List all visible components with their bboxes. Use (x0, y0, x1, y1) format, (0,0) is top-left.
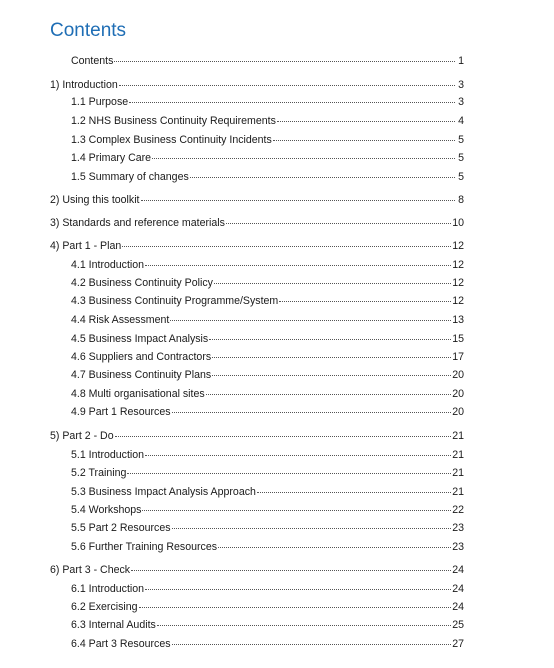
toc-entry-page-number: 20 (452, 406, 464, 418)
toc-entry-label: 5.1 Introduction (71, 449, 145, 461)
toc-entry[interactable] (71, 133, 464, 147)
toc-entry-label: 6.4 Part 3 Resources (71, 638, 171, 650)
toc-entry-label: 6.2 Exercising (71, 601, 138, 613)
toc-entry-label: 1.3 Complex Business Continuity Incidents (71, 134, 272, 146)
toc-entry-page-number: 22 (452, 504, 464, 516)
toc-entry[interactable] (71, 503, 464, 517)
toc-entry-page-number: 21 (452, 486, 464, 498)
toc-entry-page-number: 12 (452, 295, 464, 307)
dot-leader (212, 375, 451, 376)
toc-entry-page-number: 23 (452, 522, 464, 534)
toc-entry[interactable] (50, 429, 464, 443)
toc-entry-page-number: 12 (452, 240, 464, 252)
toc-entry[interactable] (71, 485, 464, 499)
toc-entry-page-number: 21 (452, 430, 464, 442)
toc-entry-label: 5.6 Further Training Resources (71, 541, 218, 553)
toc-entry-page-number: 12 (452, 259, 464, 271)
dot-leader (170, 320, 451, 321)
dot-leader (212, 357, 451, 358)
dot-leader (209, 339, 451, 340)
toc-entry[interactable] (71, 151, 464, 165)
toc-entry-page-number: 3 (458, 79, 464, 91)
toc-entry[interactable] (71, 521, 464, 535)
toc-entry-label: 1.2 NHS Business Continuity Requirements (71, 115, 276, 127)
toc-entry-page-number: 13 (452, 314, 464, 326)
dot-leader (172, 528, 452, 529)
dot-leader (145, 265, 451, 266)
toc-entry-page-number: 5 (458, 134, 464, 146)
toc-entry[interactable] (71, 540, 464, 554)
toc-entry-label: 5.2 Training (71, 467, 127, 479)
toc-entry-label: Contents (71, 55, 114, 67)
dot-leader (145, 589, 451, 590)
toc-entry[interactable] (71, 114, 464, 128)
dot-leader (139, 607, 452, 608)
dot-leader (145, 455, 451, 456)
toc-entry-label: 1.5 Summary of changes (71, 171, 189, 183)
toc-entry[interactable] (71, 600, 464, 614)
dot-leader (141, 200, 456, 201)
dot-leader (226, 223, 451, 224)
toc-entry-page-number: 8 (458, 194, 464, 206)
toc-entry-label: 4.7 Business Continuity Plans (71, 369, 212, 381)
toc-entry-label: 4) Part 1 - Plan (50, 240, 122, 252)
dot-leader (279, 301, 451, 302)
toc-entry-label: 4.6 Suppliers and Contractors (71, 351, 212, 363)
dot-leader (157, 625, 451, 626)
dot-leader (172, 412, 452, 413)
toc-entry[interactable] (50, 216, 464, 230)
dot-leader (142, 510, 451, 511)
toc-entry[interactable] (71, 54, 464, 68)
dot-leader (152, 158, 455, 159)
toc-entry[interactable] (50, 563, 464, 577)
toc-entry-page-number: 4 (458, 115, 464, 127)
toc-entry-page-number: 5 (458, 152, 464, 164)
toc-entry-label: 6) Part 3 - Check (50, 564, 131, 576)
toc-entry-page-number: 12 (452, 277, 464, 289)
dot-leader (214, 283, 451, 284)
toc-entry[interactable] (71, 95, 464, 109)
dot-leader (273, 140, 455, 141)
toc-entry[interactable] (71, 582, 464, 596)
dot-leader (131, 570, 451, 571)
toc-entry-label: 6.3 Internal Audits (71, 619, 156, 631)
toc-entry-label: 4.4 Risk Assessment (71, 314, 170, 326)
toc-entry-label: 5.5 Part 2 Resources (71, 522, 171, 534)
toc-entry[interactable] (71, 294, 464, 308)
dot-leader (190, 177, 455, 178)
toc-entry-page-number: 25 (452, 619, 464, 631)
toc-entry-label: 1.1 Purpose (71, 96, 129, 108)
toc-entry-label: 4.5 Business Impact Analysis (71, 333, 209, 345)
toc-entry-label: 1.4 Primary Care (71, 152, 152, 164)
toc-entry-label: 4.2 Business Continuity Policy (71, 277, 213, 289)
toc-entry[interactable] (50, 193, 464, 207)
toc-entry-label: 4.1 Introduction (71, 259, 145, 271)
dot-leader (218, 547, 451, 548)
toc-entry-label: 5) Part 2 - Do (50, 430, 114, 442)
toc-entry-label: 4.9 Part 1 Resources (71, 406, 171, 418)
toc-entry-label: 5.4 Workshops (71, 504, 142, 516)
toc-entry-label: 2) Using this toolkit (50, 194, 140, 206)
toc-entry-label: 6.1 Introduction (71, 583, 145, 595)
toc-entry-page-number: 27 (452, 638, 464, 650)
toc-entry-page-number: 23 (452, 541, 464, 553)
dot-leader (172, 644, 452, 645)
dot-leader (122, 246, 451, 247)
toc-entry[interactable] (71, 405, 464, 419)
toc-entry-label: 1) Introduction (50, 79, 118, 91)
dot-leader (277, 121, 455, 122)
toc-entry[interactable] (71, 637, 464, 651)
dot-leader (206, 394, 452, 395)
toc-entry[interactable] (71, 466, 464, 480)
dot-leader (114, 61, 455, 62)
toc-entry-label: 3) Standards and reference materials (50, 217, 225, 229)
dot-leader (257, 492, 451, 493)
toc-entry[interactable] (71, 276, 464, 290)
toc-entry-page-number: 10 (452, 217, 464, 229)
toc-entry[interactable] (50, 78, 464, 92)
toc-entry[interactable] (71, 387, 464, 401)
toc-entry-page-number: 24 (452, 601, 464, 613)
toc-entry[interactable] (71, 448, 464, 462)
dot-leader (127, 473, 451, 474)
toc-entry[interactable] (71, 332, 464, 346)
toc-entry[interactable] (71, 170, 464, 184)
toc-entry-page-number: 24 (452, 583, 464, 595)
toc-entry-page-number: 20 (452, 369, 464, 381)
toc-entry-label: 4.8 Multi organisational sites (71, 388, 205, 400)
toc-entry-page-number: 3 (458, 96, 464, 108)
dot-leader (129, 102, 455, 103)
toc-entry-label: 4.3 Business Continuity Programme/System (71, 295, 279, 307)
toc-entry[interactable] (71, 618, 464, 632)
toc-entry-page-number: 24 (452, 564, 464, 576)
toc-entry-page-number: 21 (452, 449, 464, 461)
toc-entry[interactable] (71, 368, 464, 382)
toc-entry-page-number: 5 (458, 171, 464, 183)
toc-entry-page-number: 17 (452, 351, 464, 363)
page-title: Contents (50, 20, 127, 41)
toc-entry-page-number: 20 (452, 388, 464, 400)
dot-leader (115, 436, 452, 437)
dot-leader (119, 85, 455, 86)
toc-entry[interactable] (71, 350, 464, 364)
toc-entry[interactable] (71, 313, 464, 327)
toc-entry-page-number: 1 (458, 55, 464, 67)
toc-entry-page-number: 21 (452, 467, 464, 479)
toc-entry[interactable] (71, 258, 464, 272)
toc-entry-label: 5.3 Business Impact Analysis Approach (71, 486, 256, 498)
toc-entry[interactable] (50, 239, 464, 253)
toc-entry-page-number: 15 (452, 333, 464, 345)
